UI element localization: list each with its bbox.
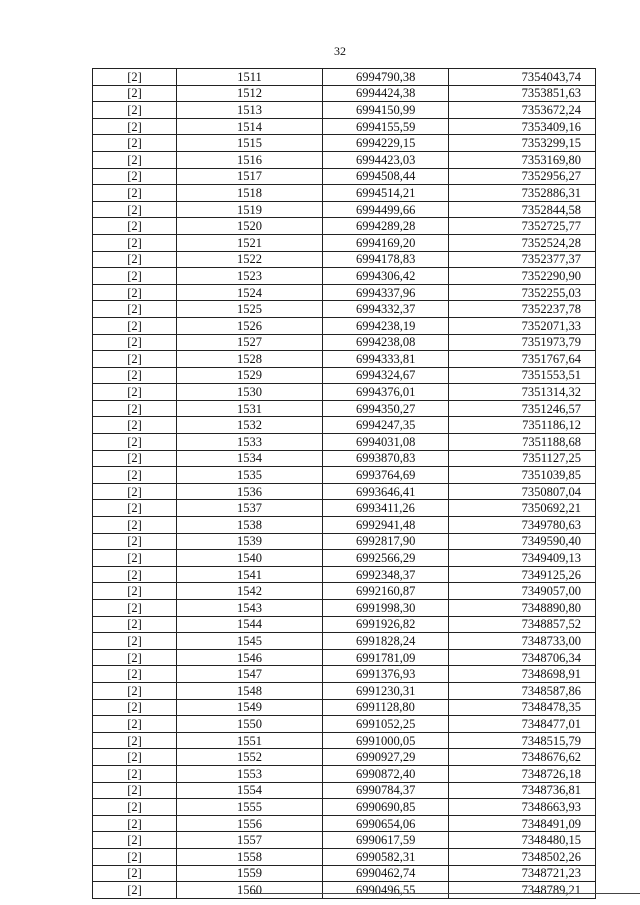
y-coordinate-cell: 7348491,09	[449, 815, 596, 832]
y-coordinate-cell: 7348721,23	[449, 865, 596, 882]
point-type-cell: [2]	[93, 865, 177, 882]
point-number-cell: 1512	[177, 85, 323, 102]
x-coordinate-cell: 6991230,31	[323, 682, 449, 699]
point-number-cell: 1559	[177, 865, 323, 882]
x-coordinate-cell: 6994324,67	[323, 367, 449, 384]
x-coordinate-cell: 6993646,41	[323, 483, 449, 500]
point-number-cell: 1540	[177, 550, 323, 567]
y-coordinate-cell: 7351553,51	[449, 367, 596, 384]
point-number-cell: 1547	[177, 666, 323, 683]
y-coordinate-cell: 7353409,16	[449, 118, 596, 135]
x-coordinate-cell: 6994178,83	[323, 251, 449, 268]
y-coordinate-cell: 7351039,85	[449, 467, 596, 484]
point-type-cell: [2]	[93, 682, 177, 699]
point-number-cell: 1555	[177, 799, 323, 816]
point-type-cell: [2]	[93, 815, 177, 832]
table-row	[93, 517, 596, 534]
y-coordinate-cell: 7353169,80	[449, 151, 596, 168]
point-number-cell: 1523	[177, 268, 323, 285]
coordinates-table	[92, 68, 596, 899]
point-type-cell: [2]	[93, 400, 177, 417]
table-row	[93, 682, 596, 699]
point-type-cell: [2]	[93, 450, 177, 467]
point-number-cell: 1522	[177, 251, 323, 268]
point-type-cell: [2]	[93, 69, 177, 86]
x-coordinate-cell: 6994333,81	[323, 351, 449, 368]
point-type-cell: [2]	[93, 500, 177, 517]
table-row	[93, 765, 596, 782]
x-coordinate-cell: 6990690,85	[323, 799, 449, 816]
point-number-cell: 1514	[177, 118, 323, 135]
point-number-cell: 1560	[177, 882, 323, 899]
point-number-cell: 1524	[177, 284, 323, 301]
table-row	[93, 848, 596, 865]
x-coordinate-cell: 6990927,29	[323, 749, 449, 766]
point-type-cell: [2]	[93, 251, 177, 268]
y-coordinate-cell: 7349590,40	[449, 533, 596, 550]
table-row	[93, 716, 596, 733]
point-number-cell: 1556	[177, 815, 323, 832]
table-row	[93, 135, 596, 152]
table-row	[93, 251, 596, 268]
point-number-cell: 1553	[177, 765, 323, 782]
table-row	[93, 102, 596, 119]
point-type-cell: [2]	[93, 782, 177, 799]
y-coordinate-cell: 7348676,62	[449, 749, 596, 766]
x-coordinate-cell: 6991052,25	[323, 716, 449, 733]
table-row	[93, 317, 596, 334]
table-row	[93, 434, 596, 451]
x-coordinate-cell: 6994238,08	[323, 334, 449, 351]
table-row	[93, 583, 596, 600]
x-coordinate-cell: 6994289,28	[323, 218, 449, 235]
y-coordinate-cell: 7350692,21	[449, 500, 596, 517]
y-coordinate-cell: 7348477,01	[449, 716, 596, 733]
x-coordinate-cell: 6994332,37	[323, 301, 449, 318]
table-row	[93, 533, 596, 550]
x-coordinate-cell: 6994350,27	[323, 400, 449, 417]
x-coordinate-cell: 6990617,59	[323, 832, 449, 849]
table-row	[93, 732, 596, 749]
point-number-cell: 1548	[177, 682, 323, 699]
x-coordinate-cell: 6991128,80	[323, 699, 449, 716]
x-coordinate-cell: 6990582,31	[323, 848, 449, 865]
x-coordinate-cell: 6990496,55	[323, 882, 449, 899]
point-number-cell: 1543	[177, 600, 323, 617]
y-coordinate-cell: 7352255,03	[449, 284, 596, 301]
point-number-cell: 1531	[177, 400, 323, 417]
point-type-cell: [2]	[93, 467, 177, 484]
table-row	[93, 865, 596, 882]
y-coordinate-cell: 7352956,27	[449, 168, 596, 185]
point-type-cell: [2]	[93, 716, 177, 733]
point-type-cell: [2]	[93, 102, 177, 119]
table-row	[93, 600, 596, 617]
table-row	[93, 218, 596, 235]
point-number-cell: 1513	[177, 102, 323, 119]
table-row	[93, 882, 596, 899]
y-coordinate-cell: 7354043,74	[449, 69, 596, 86]
x-coordinate-cell: 6994169,20	[323, 234, 449, 251]
table-row	[93, 699, 596, 716]
point-type-cell: [2]	[93, 218, 177, 235]
coordinates-table-body	[93, 69, 596, 899]
point-number-cell: 1532	[177, 417, 323, 434]
point-type-cell: [2]	[93, 616, 177, 633]
point-number-cell: 1529	[177, 367, 323, 384]
x-coordinate-cell: 6993870,83	[323, 450, 449, 467]
y-coordinate-cell: 7348502,26	[449, 848, 596, 865]
point-type-cell: [2]	[93, 367, 177, 384]
table-row	[93, 118, 596, 135]
y-coordinate-cell: 7352524,28	[449, 234, 596, 251]
point-number-cell: 1552	[177, 749, 323, 766]
point-type-cell: [2]	[93, 301, 177, 318]
x-coordinate-cell: 6991998,30	[323, 600, 449, 617]
y-coordinate-cell: 7352377,37	[449, 251, 596, 268]
y-coordinate-cell: 7351188,68	[449, 434, 596, 451]
y-coordinate-cell: 7352844,58	[449, 201, 596, 218]
x-coordinate-cell: 6994229,15	[323, 135, 449, 152]
x-coordinate-cell: 6992160,87	[323, 583, 449, 600]
table-row	[93, 566, 596, 583]
bottom-rule	[250, 893, 640, 894]
table-row	[93, 334, 596, 351]
table-row	[93, 500, 596, 517]
point-type-cell: [2]	[93, 268, 177, 285]
point-number-cell: 1541	[177, 566, 323, 583]
y-coordinate-cell: 7353851,63	[449, 85, 596, 102]
point-type-cell: [2]	[93, 201, 177, 218]
point-type-cell: [2]	[93, 550, 177, 567]
table-row	[93, 351, 596, 368]
y-coordinate-cell: 7352071,33	[449, 317, 596, 334]
point-number-cell: 1511	[177, 69, 323, 86]
y-coordinate-cell: 7351767,64	[449, 351, 596, 368]
y-coordinate-cell: 7348890,80	[449, 600, 596, 617]
table-row	[93, 284, 596, 301]
x-coordinate-cell: 6994424,38	[323, 85, 449, 102]
y-coordinate-cell: 7351314,32	[449, 384, 596, 401]
x-coordinate-cell: 6994155,59	[323, 118, 449, 135]
point-type-cell: [2]	[93, 699, 177, 716]
y-coordinate-cell: 7350807,04	[449, 483, 596, 500]
y-coordinate-cell: 7348706,34	[449, 649, 596, 666]
table-row	[93, 815, 596, 832]
table-row	[93, 69, 596, 86]
point-type-cell: [2]	[93, 765, 177, 782]
table-row	[93, 467, 596, 484]
y-coordinate-cell: 7349780,63	[449, 517, 596, 534]
y-coordinate-cell: 7349057,00	[449, 583, 596, 600]
table-row	[93, 301, 596, 318]
point-type-cell: [2]	[93, 832, 177, 849]
point-number-cell: 1533	[177, 434, 323, 451]
x-coordinate-cell: 6994337,96	[323, 284, 449, 301]
table-row	[93, 483, 596, 500]
y-coordinate-cell: 7349125,26	[449, 566, 596, 583]
point-number-cell: 1558	[177, 848, 323, 865]
x-coordinate-cell: 6994306,42	[323, 268, 449, 285]
x-coordinate-cell: 6993764,69	[323, 467, 449, 484]
point-type-cell: [2]	[93, 633, 177, 650]
point-type-cell: [2]	[93, 234, 177, 251]
point-type-cell: [2]	[93, 517, 177, 534]
point-number-cell: 1557	[177, 832, 323, 849]
table-row	[93, 799, 596, 816]
y-coordinate-cell: 7352725,77	[449, 218, 596, 235]
y-coordinate-cell: 7348736,81	[449, 782, 596, 799]
y-coordinate-cell: 7348733,00	[449, 633, 596, 650]
table-row	[93, 367, 596, 384]
point-type-cell: [2]	[93, 566, 177, 583]
point-type-cell: [2]	[93, 351, 177, 368]
point-number-cell: 1519	[177, 201, 323, 218]
y-coordinate-cell: 7351127,25	[449, 450, 596, 467]
x-coordinate-cell: 6990872,40	[323, 765, 449, 782]
x-coordinate-cell: 6990654,06	[323, 815, 449, 832]
table-row	[93, 384, 596, 401]
y-coordinate-cell: 7352290,90	[449, 268, 596, 285]
x-coordinate-cell: 6994508,44	[323, 168, 449, 185]
y-coordinate-cell: 7352886,31	[449, 185, 596, 202]
point-type-cell: [2]	[93, 600, 177, 617]
y-coordinate-cell: 7348789,21	[449, 882, 596, 899]
point-type-cell: [2]	[93, 135, 177, 152]
point-type-cell: [2]	[93, 334, 177, 351]
point-number-cell: 1530	[177, 384, 323, 401]
x-coordinate-cell: 6991828,24	[323, 633, 449, 650]
x-coordinate-cell: 6994423,03	[323, 151, 449, 168]
x-coordinate-cell: 6991000,05	[323, 732, 449, 749]
point-number-cell: 1538	[177, 517, 323, 534]
point-type-cell: [2]	[93, 848, 177, 865]
point-number-cell: 1520	[177, 218, 323, 235]
y-coordinate-cell: 7348480,15	[449, 832, 596, 849]
y-coordinate-cell: 7348857,52	[449, 616, 596, 633]
y-coordinate-cell: 7349409,13	[449, 550, 596, 567]
point-number-cell: 1551	[177, 732, 323, 749]
point-type-cell: [2]	[93, 666, 177, 683]
point-number-cell: 1518	[177, 185, 323, 202]
y-coordinate-cell: 7348663,93	[449, 799, 596, 816]
x-coordinate-cell: 6994031,08	[323, 434, 449, 451]
y-coordinate-cell: 7352237,78	[449, 301, 596, 318]
table-row	[93, 616, 596, 633]
y-coordinate-cell: 7348698,91	[449, 666, 596, 683]
table-row	[93, 633, 596, 650]
point-type-cell: [2]	[93, 168, 177, 185]
point-type-cell: [2]	[93, 649, 177, 666]
point-type-cell: [2]	[93, 384, 177, 401]
point-number-cell: 1545	[177, 633, 323, 650]
point-number-cell: 1516	[177, 151, 323, 168]
table-row	[93, 749, 596, 766]
table-row	[93, 417, 596, 434]
x-coordinate-cell: 6991781,09	[323, 649, 449, 666]
x-coordinate-cell: 6990784,37	[323, 782, 449, 799]
point-number-cell: 1525	[177, 301, 323, 318]
x-coordinate-cell: 6994790,38	[323, 69, 449, 86]
point-type-cell: [2]	[93, 732, 177, 749]
point-number-cell: 1521	[177, 234, 323, 251]
point-type-cell: [2]	[93, 317, 177, 334]
point-type-cell: [2]	[93, 417, 177, 434]
table-row	[93, 649, 596, 666]
point-type-cell: [2]	[93, 284, 177, 301]
point-number-cell: 1527	[177, 334, 323, 351]
x-coordinate-cell: 6993411,26	[323, 500, 449, 517]
point-number-cell: 1536	[177, 483, 323, 500]
table-row	[93, 85, 596, 102]
point-type-cell: [2]	[93, 483, 177, 500]
point-type-cell: [2]	[93, 118, 177, 135]
y-coordinate-cell: 7351186,12	[449, 417, 596, 434]
x-coordinate-cell: 6994376,01	[323, 384, 449, 401]
point-type-cell: [2]	[93, 185, 177, 202]
x-coordinate-cell: 6990462,74	[323, 865, 449, 882]
table-row	[93, 550, 596, 567]
table-row	[93, 168, 596, 185]
y-coordinate-cell: 7348478,35	[449, 699, 596, 716]
point-number-cell: 1549	[177, 699, 323, 716]
x-coordinate-cell: 6991926,82	[323, 616, 449, 633]
y-coordinate-cell: 7351973,79	[449, 334, 596, 351]
y-coordinate-cell: 7353299,15	[449, 135, 596, 152]
point-number-cell: 1535	[177, 467, 323, 484]
x-coordinate-cell: 6994247,35	[323, 417, 449, 434]
table-row	[93, 782, 596, 799]
point-number-cell: 1526	[177, 317, 323, 334]
x-coordinate-cell: 6992348,37	[323, 566, 449, 583]
point-number-cell: 1515	[177, 135, 323, 152]
point-number-cell: 1544	[177, 616, 323, 633]
y-coordinate-cell: 7348515,79	[449, 732, 596, 749]
point-type-cell: [2]	[93, 799, 177, 816]
y-coordinate-cell: 7351246,57	[449, 400, 596, 417]
page-number: 32	[334, 44, 346, 58]
point-number-cell: 1539	[177, 533, 323, 550]
point-type-cell: [2]	[93, 85, 177, 102]
point-number-cell: 1550	[177, 716, 323, 733]
point-type-cell: [2]	[93, 533, 177, 550]
y-coordinate-cell: 7353672,24	[449, 102, 596, 119]
x-coordinate-cell: 6994150,99	[323, 102, 449, 119]
point-type-cell: [2]	[93, 151, 177, 168]
table-row	[93, 185, 596, 202]
x-coordinate-cell: 6991376,93	[323, 666, 449, 683]
table-row	[93, 268, 596, 285]
x-coordinate-cell: 6992817,90	[323, 533, 449, 550]
y-coordinate-cell: 7348587,86	[449, 682, 596, 699]
point-number-cell: 1528	[177, 351, 323, 368]
table-row	[93, 400, 596, 417]
table-row	[93, 151, 596, 168]
table-row	[93, 666, 596, 683]
table-row	[93, 234, 596, 251]
point-type-cell: [2]	[93, 434, 177, 451]
point-number-cell: 1517	[177, 168, 323, 185]
point-type-cell: [2]	[93, 583, 177, 600]
point-number-cell: 1537	[177, 500, 323, 517]
x-coordinate-cell: 6992941,48	[323, 517, 449, 534]
y-coordinate-cell: 7348726,18	[449, 765, 596, 782]
table-row	[93, 450, 596, 467]
point-number-cell: 1554	[177, 782, 323, 799]
x-coordinate-cell: 6994238,19	[323, 317, 449, 334]
point-number-cell: 1542	[177, 583, 323, 600]
x-coordinate-cell: 6994499,66	[323, 201, 449, 218]
x-coordinate-cell: 6994514,21	[323, 185, 449, 202]
point-type-cell: [2]	[93, 882, 177, 899]
point-type-cell: [2]	[93, 749, 177, 766]
table-row	[93, 201, 596, 218]
point-number-cell: 1534	[177, 450, 323, 467]
table-row	[93, 832, 596, 849]
point-number-cell: 1546	[177, 649, 323, 666]
x-coordinate-cell: 6992566,29	[323, 550, 449, 567]
